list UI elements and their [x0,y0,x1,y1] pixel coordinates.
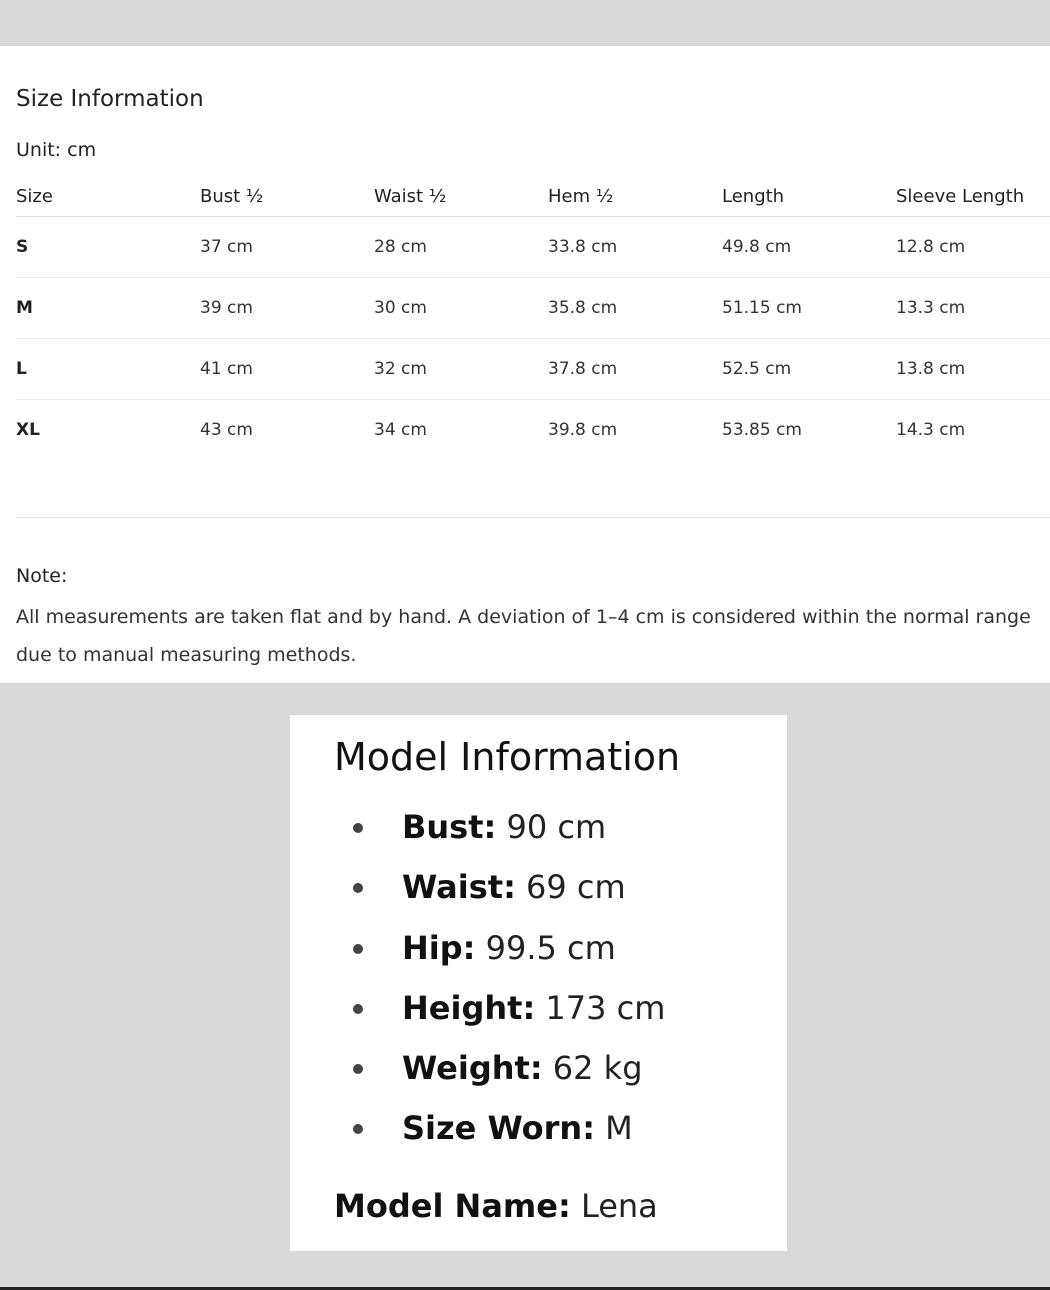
item-key: Weight: [402,1049,543,1088]
unit-label: Unit: cm [16,139,97,161]
cell-sleeve-length: 14.3 cm [896,420,966,440]
cell-waist: 28 cm [374,237,427,257]
note-label: Note: [16,565,68,587]
model-information-card [290,715,787,1251]
bullet-icon [353,944,363,954]
list-item [290,800,787,860]
cell-waist: 30 cm [374,298,427,318]
item-key: Bust: [402,808,497,846]
cell-length: 51.15 cm [722,298,802,318]
item-value: 62 kg [542,1049,643,1088]
item-value: M [594,1109,633,1148]
cell-bust: 39 cm [200,298,253,318]
bullet-icon [353,1064,363,1074]
model-waist [402,868,626,906]
cell-hem: 33.8 cm [548,237,618,257]
table-row [16,278,1050,339]
cell-size: M [16,298,33,318]
cell-hem: 35.8 cm [548,298,618,318]
cell-size: L [16,359,27,379]
cell-size: XL [16,420,40,440]
table-header-row [16,176,1050,217]
model-name-value: Lena [570,1187,658,1225]
cell-waist: 34 cm [374,420,427,440]
cell-sleeve-length: 13.3 cm [896,298,966,318]
header-hem: Hem ½ [548,185,614,207]
item-key: Waist: [402,868,516,907]
bullet-icon [353,823,363,833]
model-name-key: Model Name: [334,1187,571,1225]
size-table [16,176,1050,460]
cell-bust: 43 cm [200,420,253,440]
size-information-title: Size Information [16,86,204,112]
bullet-icon [353,1004,363,1014]
model-size-worn [402,1109,633,1147]
list-item [290,860,787,920]
header-length: Length [722,185,785,207]
item-key: Hip: [402,928,476,967]
list-item [290,1101,787,1161]
model-information-title: Model Information [334,735,681,779]
model-weight [402,1049,643,1087]
header-bust: Bust ½ [200,185,264,207]
header-size: Size [16,185,53,207]
table-row [16,339,1050,400]
list-item [290,921,787,981]
item-value: 99.5 cm [475,928,616,967]
cell-hem: 37.8 cm [548,359,618,379]
item-value: 90 cm [496,808,607,846]
item-value: 173 cm [535,988,666,1027]
cell-size: S [16,237,29,257]
divider [16,517,1050,518]
model-name [334,1187,658,1225]
cell-bust: 41 cm [200,359,253,379]
cell-length: 53.85 cm [722,420,802,440]
model-hip [402,929,616,967]
table-row [16,400,1050,460]
cell-length: 52.5 cm [722,359,792,379]
model-bust [402,808,606,846]
table-row [16,217,1050,278]
bullet-icon [353,883,363,893]
model-height [402,989,665,1027]
cell-waist: 32 cm [374,359,427,379]
size-information-panel [0,46,1050,683]
cell-hem: 39.8 cm [548,420,618,440]
cell-sleeve-length: 13.8 cm [896,359,966,379]
list-item [290,1041,787,1101]
cell-sleeve-length: 12.8 cm [896,237,966,257]
list-item [290,981,787,1041]
cell-bust: 37 cm [200,237,253,257]
item-key: Height: [402,988,536,1027]
model-info-list [290,800,787,1162]
bullet-icon [353,1124,363,1134]
cell-length: 49.8 cm [722,237,792,257]
top-band [0,0,1050,46]
item-value: 69 cm [515,868,626,907]
header-waist: Waist ½ [374,185,447,207]
item-key: Size Worn: [402,1109,595,1148]
header-sleeve-length: Sleeve Length [896,185,1025,207]
note-text: All measurements are taken flat and by hand. A deviation of 1–4 cm is considered within the normal range due to manual measuring methods. [16,606,1031,666]
